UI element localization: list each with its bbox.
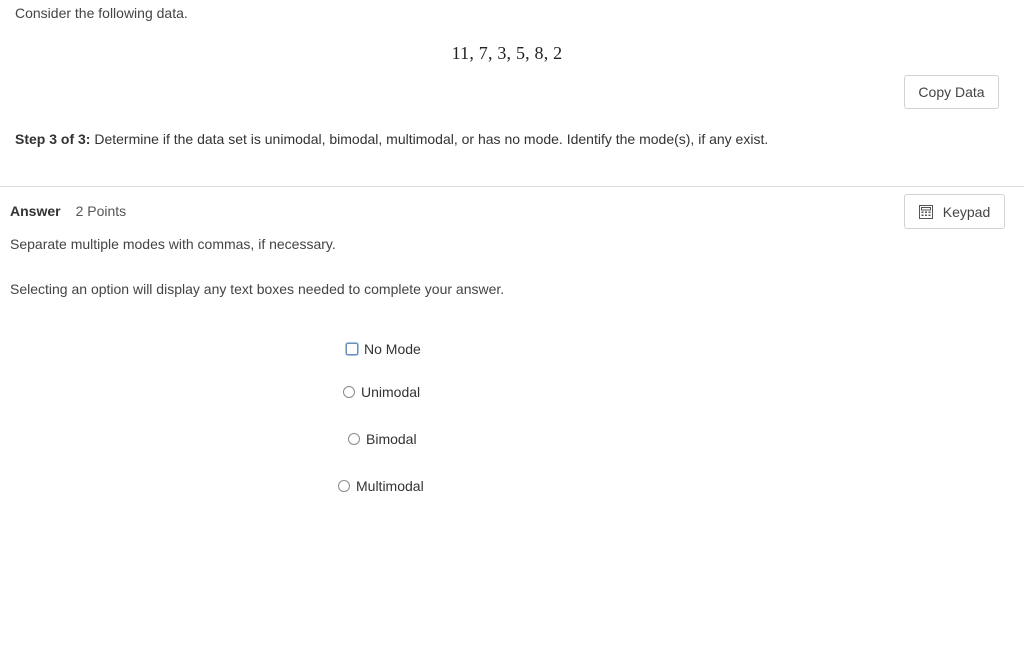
step-label: Step 3 of 3:	[15, 131, 91, 147]
calculator-icon	[919, 205, 933, 219]
option-bimodal[interactable]	[348, 431, 417, 447]
data-values: 11, 7, 3, 5, 8, 2	[451, 43, 563, 63]
radio-unimodal[interactable]	[343, 386, 355, 398]
option-label: No Mode	[364, 341, 421, 357]
step-text: Determine if the data set is unimodal, bimodal, multimodal, or has no mode. Identify the mode(s), if any exist.	[94, 131, 769, 147]
step-instruction	[15, 131, 768, 147]
hint-separate-modes: Separate multiple modes with commas, if necessary.	[10, 236, 336, 252]
copy-data-button[interactable]: Copy Data	[904, 75, 999, 109]
points-label: 2 Points	[75, 203, 127, 219]
section-divider	[0, 186, 1024, 187]
question-intro: Consider the following data.	[15, 5, 188, 21]
radio-bimodal[interactable]	[348, 433, 360, 445]
keypad-button[interactable]	[904, 194, 1005, 229]
answer-label: Answer	[10, 203, 61, 219]
radio-multimodal[interactable]	[338, 480, 350, 492]
option-label: Bimodal	[366, 431, 417, 447]
option-unimodal[interactable]	[343, 384, 420, 400]
hint-select-option: Selecting an option will display any text boxes needed to complete your answer.	[10, 281, 505, 297]
option-multimodal[interactable]	[338, 478, 424, 494]
answer-header	[10, 203, 126, 219]
radio-no-mode[interactable]	[346, 343, 358, 355]
option-label: Unimodal	[361, 384, 421, 400]
option-label: Multimodal	[356, 478, 424, 494]
keypad-label: Keypad	[942, 203, 991, 220]
option-no-mode[interactable]	[346, 341, 421, 357]
